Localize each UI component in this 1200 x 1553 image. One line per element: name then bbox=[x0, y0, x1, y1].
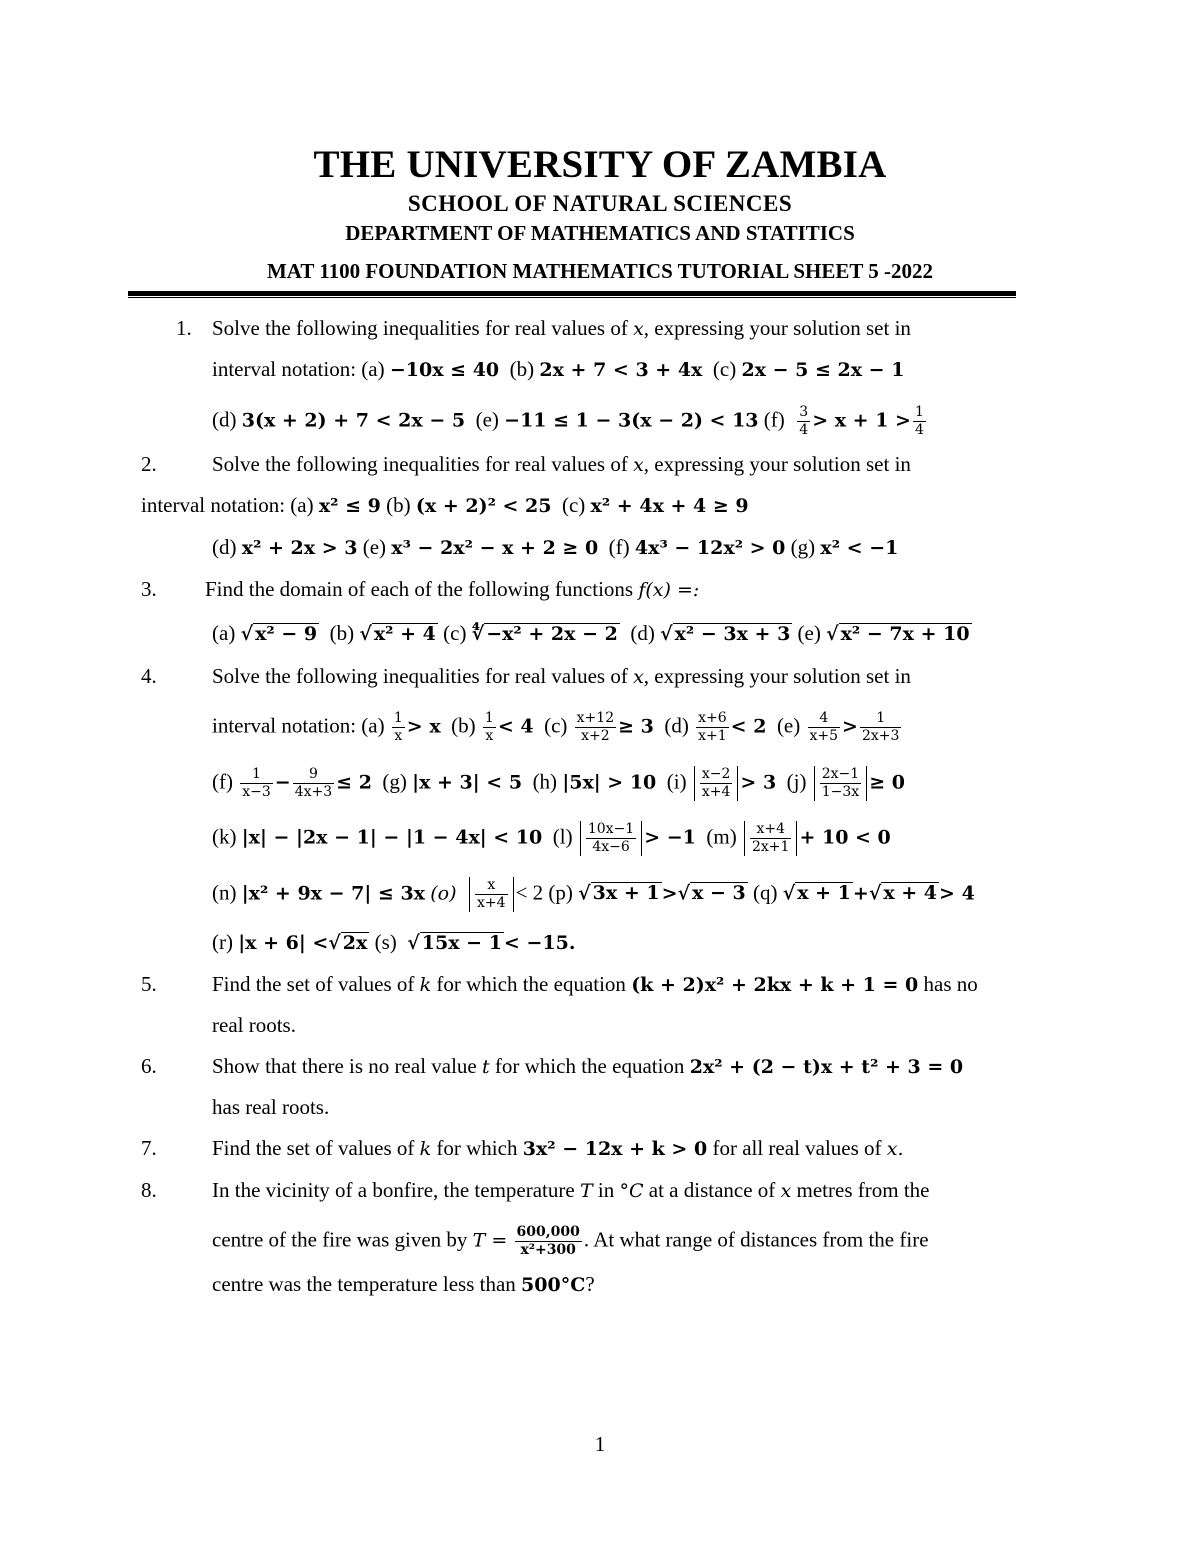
q1-f-frac2: $\frac{1}{4}$ bbox=[914, 404, 924, 438]
q3-d: x² − 3x + 3 bbox=[674, 623, 791, 645]
q2-d: x² + 2x > 3 bbox=[241, 537, 358, 559]
university-title: THE UNIVERSITY OF ZAMBIA bbox=[313, 143, 887, 186]
q1-e: −11 ≤ 1 − 3(x − 2) < 13 bbox=[504, 409, 759, 432]
header-rule-thin bbox=[128, 297, 1016, 298]
q2-number: 2. bbox=[141, 452, 157, 476]
course-title: MAT 1100 FOUNDATION MATHEMATICS TUTORIAL SHEET 5 -2022 bbox=[266, 259, 934, 283]
q1-line3: (d) 3(x + 2) + 7 < 2x − 5 (e) −11 ≤ 1 − 3(x − 2) < 13 (f) $\frac{3}{4}$ > x + 1 > $\frac{1}{4}$ bbox=[212, 404, 924, 438]
q3-number: 3. bbox=[141, 577, 157, 601]
q3-line1: Find the domain of each of the following functions f(x) =: bbox=[205, 577, 700, 601]
q4-line5: (n) |x² + 9x − 7| ≤ 3x (o) $\frac{x}{x+4}$ < 2 (p) √ 3x + 1 >√ x − 3 (q) √ x + 1 +√ x + 4 > 4 bbox=[212, 877, 975, 911]
q8-line3: centre was the temperature less than 500°C? bbox=[212, 1272, 595, 1296]
q5-line2: real roots. bbox=[212, 1013, 296, 1037]
q3-line2: (a) √ x² − 9 (b) √ x² + 4 (c) ∜ −x² + 2x − 2 (d) √ x² − 3x + 3 (e) √ x² − 7x + 10 bbox=[212, 621, 970, 645]
header-rule-thick bbox=[128, 291, 1016, 296]
q2-line2: interval notation: (a) x² ≤ 9 (b) (x + 2)² < 25 (c) x² + 4x + 4 ≥ 9 bbox=[141, 493, 749, 517]
q2-line3: (d) x² + 2x > 3 (e) x³ − 2x² − x + 2 ≥ 0 (f) 4x³ − 12x² > 0 (g) x² < −1 bbox=[212, 535, 899, 559]
q2-line1: Solve the following inequalities for real values of x, expressing your solution set in bbox=[212, 452, 911, 476]
q5-number: 5. bbox=[141, 972, 157, 996]
q1-d: 3(x + 2) + 7 < 2x − 5 bbox=[241, 409, 466, 432]
q4-line3: (f) $\frac{1}{x-3}$ − $\frac{9}{4x+3}$ ≤ 2 (g) |x + 3| < 5 (h) |5x| > 10 (i) $\frac{x-2}{x+4}$ > 3 (j) $\frac{2x-1}{1-3x}$ ≥ 0 bbox=[212, 766, 905, 800]
q4-line1: Solve the following inequalities for real values of x, expressing your solution set in bbox=[212, 664, 911, 688]
q7-line1: Find the set of values of k for which 3x² − 12x + k > 0 for all real values of x. bbox=[212, 1136, 904, 1160]
q8-number: 8. bbox=[141, 1178, 157, 1202]
q2-c: x² + 4x + 4 ≥ 9 bbox=[590, 495, 749, 517]
q6-line2: has real roots. bbox=[212, 1095, 330, 1119]
q1-line1: Solve the following inequalities for real values of x, expressing your solution set in bbox=[212, 316, 911, 340]
q1-line2: interval notation: (a) −10x ≤ 40 (b) 2x + 7 < 3 + 4x (c) 2x − 5 ≤ 2x − 1 bbox=[212, 357, 905, 381]
q4-line2: interval notation: (a) $\frac{1}{x}$ > x (b) $\frac{1}{x}$ < 4 (c) $\frac{x+12}{x+2}$ ≥ 3 (d) $\frac{x+6}{x+1}$ < 2 (e) $\frac{4}{x+5}$ > $\frac{1}{2x+3}$ bbox=[212, 710, 900, 744]
q7-number: 7. bbox=[141, 1136, 157, 1160]
department-title: DEPARTMENT OF MATHEMATICS AND STATITICS bbox=[345, 221, 855, 245]
q4-number: 4. bbox=[141, 664, 157, 688]
q3-a: x² − 9 bbox=[255, 623, 318, 645]
q1-b: 2x + 7 < 3 + 4x bbox=[539, 359, 703, 381]
q5-line1: Find the set of values of k for which the equation (k + 2)x² + 2kx + k + 1 = 0 has no bbox=[212, 972, 978, 996]
q2-a: x² ≤ 9 bbox=[318, 495, 381, 517]
q2-e: x³ − 2x² − x + 2 ≥ 0 bbox=[391, 537, 599, 559]
q2-b: (x + 2)² < 25 bbox=[415, 495, 552, 517]
q6-line1: Show that there is no real value t for which the equation 2x² + (2 − t)x + t² + 3 = 0 bbox=[212, 1054, 964, 1078]
q1-c: 2x − 5 ≤ 2x − 1 bbox=[741, 359, 905, 381]
q8-line2: centre of the fire was given by T = $\frac{600,000}{\text{x²+300}}$ . At what range of distances from the fire bbox=[212, 1224, 929, 1258]
q1-a: −10x ≤ 40 bbox=[389, 359, 500, 381]
q1-f-frac1: $\frac{3}{4}$ bbox=[799, 404, 809, 438]
q1-number: 1. bbox=[176, 316, 192, 340]
school-title: SCHOOL OF NATURAL SCIENCES bbox=[407, 191, 793, 216]
q8-line1: In the vicinity of a bonfire, the temperature T in °C at a distance of x metres from the bbox=[212, 1178, 930, 1202]
q6-number: 6. bbox=[141, 1054, 157, 1078]
q2-f: 4x³ − 12x² > 0 bbox=[634, 537, 786, 559]
q2-g: x² < −1 bbox=[820, 537, 899, 559]
q3-c: −x² + 2x − 2 bbox=[486, 623, 618, 645]
page-number: 1 bbox=[594, 1432, 606, 1456]
q4-line4: (k) |x| − |2x − 1| − |1 − 4x| < 10 (l) $\frac{10x-1}{4x-6}$ > −1 (m) $\frac{x+4}{2x+1}$ + 10 < 0 bbox=[212, 821, 891, 855]
q3-e: x² − 7x + 10 bbox=[840, 623, 970, 645]
q4-line6: (r) |x + 6| <√ 2x (s) √ 15x − 1 < −15. bbox=[212, 930, 576, 954]
q3-b: x² + 4 bbox=[373, 623, 436, 645]
